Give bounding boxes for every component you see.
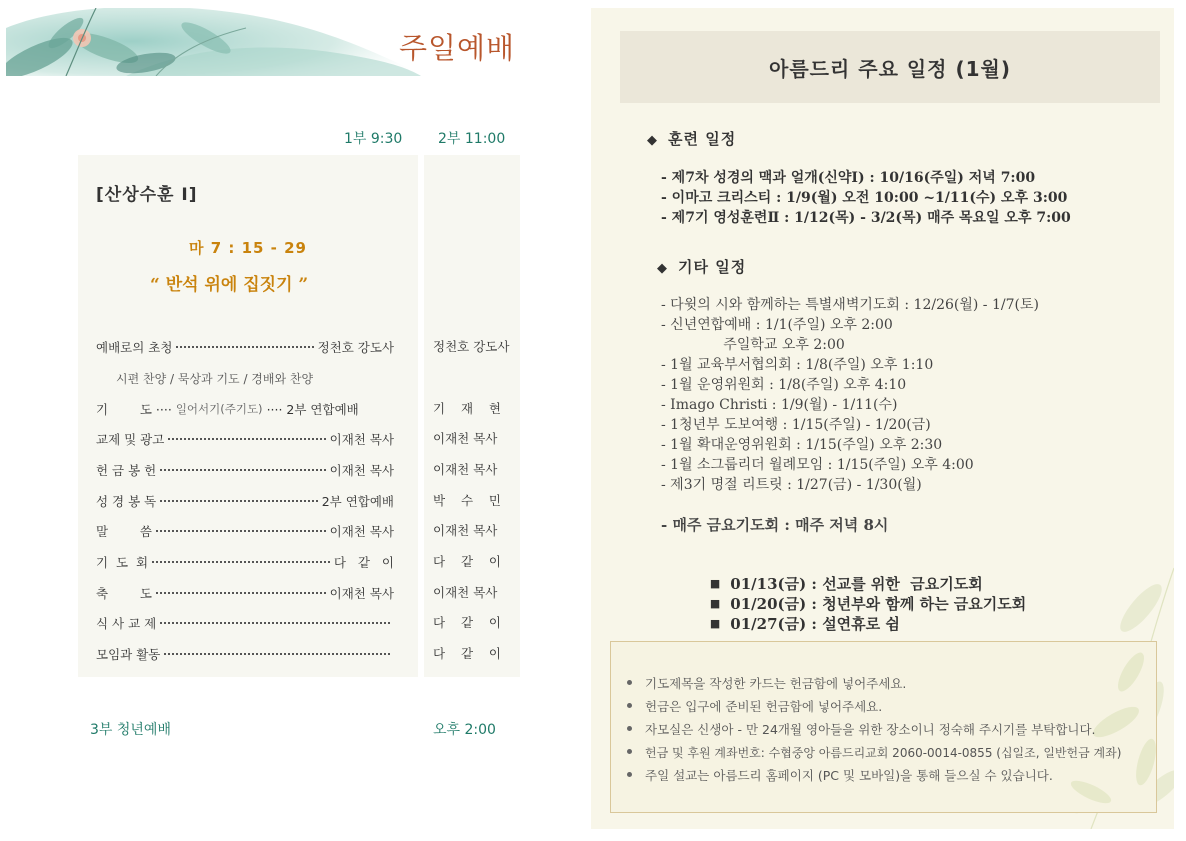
- schedule-item: - 1월 교육부서협의회 : 1/8(주일) 오후 1:10: [661, 357, 934, 373]
- worship-row-label: 식 사 교 제: [96, 616, 157, 631]
- schedule-item: - 1청년부 도보여행 : 1/15(주일) - 1/20(금): [661, 417, 931, 433]
- worship-row-note: 일어서기(주기도): [175, 402, 263, 416]
- second-service-leader: 기 재 현: [433, 401, 502, 416]
- youth-service-label: 3부 청년예배: [90, 722, 171, 738]
- other-heading: [657, 256, 746, 277]
- leader-dots: [164, 653, 390, 655]
- worship-row: [96, 552, 394, 572]
- leader-dots: [168, 438, 325, 440]
- worship-row: [96, 521, 394, 541]
- worship-row-leader: 2부 연합예배: [321, 494, 394, 509]
- worship-row-leader: ···· 2부 연합예배: [266, 402, 359, 417]
- schedule-item: - 1월 운영위원회 : 1/8(주일) 오후 4:10: [661, 377, 907, 393]
- diamond-bullet-icon: ◆: [657, 261, 668, 276]
- schedule-item: 주일학교 오후 2:00: [661, 337, 845, 353]
- leader-dots: [160, 469, 325, 471]
- banner-title: 주일예배: [399, 31, 516, 65]
- training-item: - 제7기 영성훈련Ⅱ : 1/12(목) - 3/2(목) 매주 목요일 오후 7:00: [661, 210, 1071, 226]
- friday-prayer-item: [689, 574, 1027, 613]
- first-service-time: 1부 9:30: [344, 131, 403, 147]
- schedule-title: 아름드리 주요 일정 (1월): [769, 56, 1011, 81]
- sermon-title: “ 반석 위에 집짓기 ”: [150, 275, 309, 295]
- worship-row: [96, 491, 394, 511]
- training-item: - 이마고 크리스티 : 1/9(월) 오전 10:00 ~1/11(수) 오후 3:00: [661, 190, 1068, 206]
- worship-sub-row: [116, 368, 396, 388]
- scripture-reference: 마 7 : 15 - 29: [188, 239, 307, 257]
- square-bullet-icon: ■: [709, 597, 721, 610]
- second-service-leader: 정천호 강도사: [433, 339, 510, 354]
- worship-row-label: 교제 및 광고: [96, 432, 165, 447]
- schedule-item: - Imago Christi : 1/9(월) - 1/11(수): [661, 397, 898, 413]
- second-service-leader: 다 같 이: [433, 646, 502, 661]
- worship-row-leader: 이재천 목사: [329, 463, 394, 478]
- leader-dots: [160, 500, 317, 502]
- notice-text: 헌금 및 후원 계좌번호: 수협중앙 아름드리교회 2060-0014-0855 (십일조, 일반헌금 계좌): [645, 746, 1122, 760]
- friday-prayer-text: 01/27(금) : 설연휴로 쉼: [730, 615, 900, 633]
- worship-row-label: 기 도 회: [96, 555, 149, 570]
- notice-item: [627, 744, 1121, 762]
- worship-sub-row-label: 시편 찬양 / 묵상과 기도 / 경배와 찬양: [116, 371, 314, 386]
- worship-row-label: 모임과 활동: [96, 647, 161, 662]
- notice-item: [627, 721, 1096, 739]
- leader-dots: [156, 530, 326, 532]
- second-service-leader: 박 수 민: [433, 493, 502, 508]
- training-heading: [647, 128, 736, 149]
- notice-text: 자모실은 신생아 - 만 24개월 영아들을 위한 장소이니 정숙해 주시기를 부탁합니다.: [645, 722, 1096, 737]
- second-service-leader: 이재천 목사: [433, 585, 498, 600]
- schedule-item: - 다윗의 시와 함께하는 특별새벽기도회 : 12/26(월) - 1/7(토): [661, 297, 1039, 313]
- square-bullet-icon: ■: [709, 577, 721, 590]
- worship-row: [96, 399, 394, 419]
- second-service-leader: 이재천 목사: [433, 523, 498, 538]
- notice-text: 기도제목을 작성한 카드는 헌금함에 넣어주세요.: [645, 676, 907, 691]
- diamond-bullet-icon: ◆: [647, 133, 658, 148]
- worship-row: [96, 429, 394, 449]
- worship-row-label: 기 도 ····: [96, 402, 172, 417]
- worship-row: [96, 583, 394, 603]
- second-service-leader: 다 같 이: [433, 554, 502, 569]
- worship-row-label: 성 경 봉 독: [96, 494, 157, 509]
- friday-prayer-text: 01/13(금) : 선교를 위한 금요기도회: [730, 575, 983, 593]
- worship-row-label: 축 도: [96, 586, 152, 601]
- schedule-item: - 신년연합예배 : 1/1(주일) 오후 2:00: [661, 317, 893, 333]
- worship-row-leader: 이재천 목사: [329, 432, 394, 447]
- training-item: - 제7차 성경의 맥과 얼개(신약Ⅰ) : 10/16(주일) 저녁 7:00: [661, 170, 1036, 186]
- notice-item: [627, 767, 1053, 785]
- bullet-dot-icon: [627, 680, 632, 685]
- worship-row-leader: 다 같 이: [333, 555, 394, 570]
- friday-prayer-text: 01/20(금) : 청년부와 함께 하는 금요기도회: [730, 595, 1027, 613]
- worship-row-label: 예배로의 초청: [96, 340, 173, 355]
- youth-service-time: 오후 2:00: [433, 722, 496, 738]
- worship-row: [96, 460, 394, 480]
- bullet-dot-icon: [627, 703, 632, 708]
- square-bullet-icon: ■: [709, 617, 721, 630]
- second-service-leader: 이재천 목사: [433, 431, 498, 446]
- schedule-item: - 1월 소그룹리더 월례모임 : 1/15(주일) 오후 4:00: [661, 457, 974, 473]
- training-heading-text: 훈련 일정: [668, 130, 737, 148]
- sermon-series: [산상수훈 Ⅰ]: [96, 185, 198, 205]
- watercolor-leaf-banner: [6, 8, 528, 76]
- bullet-dot-icon: [627, 726, 632, 731]
- bullet-dot-icon: [627, 772, 632, 777]
- schedule-item: - 제3기 명절 리트릿 : 1/27(금) - 1/30(월): [661, 477, 922, 493]
- notice-item: [627, 675, 906, 693]
- leader-dots: [176, 346, 313, 348]
- worship-row: [96, 644, 394, 664]
- schedule-header: [620, 31, 1160, 103]
- worship-row-leader: 이재천 목사: [329, 586, 394, 601]
- second-service-time: 2부 11:00: [438, 131, 506, 147]
- friday-prayer-item: [689, 554, 983, 593]
- worship-row-label: 헌 금 봉 헌: [96, 463, 157, 478]
- notice-text: 주일 설교는 아름드리 홈페이지 (PC 및 모바일)을 통해 들으실 수 있습니다.: [645, 768, 1053, 783]
- leader-dots: [156, 592, 326, 594]
- sunday-service-page: [0, 0, 590, 841]
- friday-prayer-item: [689, 594, 900, 633]
- bullet-dot-icon: [627, 749, 632, 754]
- worship-row: [96, 613, 394, 633]
- second-service-leader: 다 같 이: [433, 615, 502, 630]
- worship-row: [96, 337, 394, 357]
- second-service-leader: 이재천 목사: [433, 462, 498, 477]
- worship-row-label: 말 씀: [96, 524, 152, 539]
- leader-dots: [160, 622, 390, 624]
- worship-row-leader: 정천호 강도사: [317, 340, 394, 355]
- schedule-page: [591, 8, 1174, 829]
- worship-row-leader: 이재천 목사: [329, 524, 394, 539]
- leader-dots: [152, 561, 330, 563]
- notice-text: 헌금은 입구에 준비된 헌금함에 넣어주세요.: [645, 699, 883, 714]
- other-heading-text: 기타 일정: [678, 258, 747, 276]
- notice-item: [627, 698, 882, 716]
- schedule-item: - 1월 확대운영위원회 : 1/15(주일) 오후 2:30: [661, 437, 943, 453]
- notice-box: [610, 641, 1157, 813]
- friday-prayer-heading: - 매주 금요기도회 : 매주 저녁 8시: [661, 516, 889, 534]
